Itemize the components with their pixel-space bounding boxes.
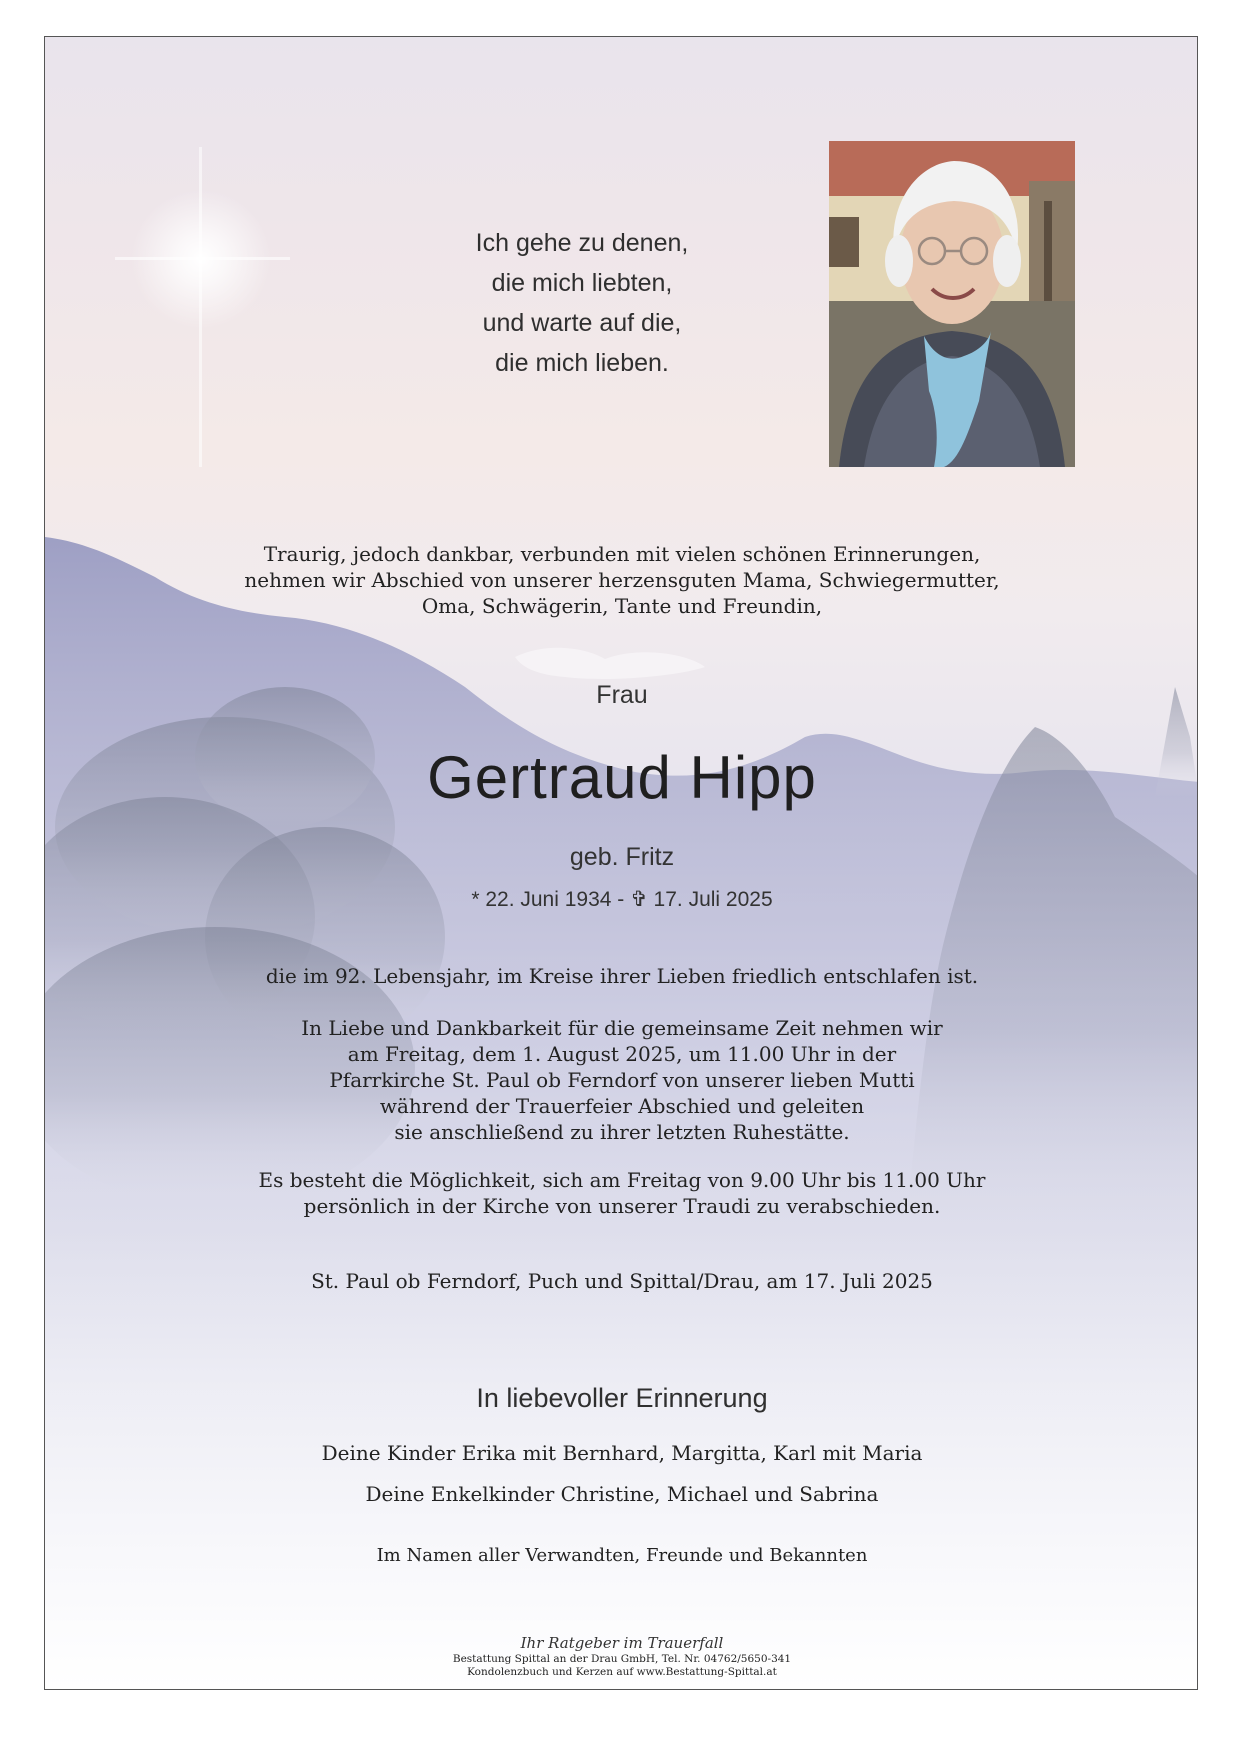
poem-line: die mich liebten, <box>491 269 673 297</box>
funeral-line: sie anschließend zu ihrer letzten Ruhestätte. <box>394 1120 850 1144</box>
poem <box>332 223 832 383</box>
poem-line: Ich gehe zu denen, <box>475 229 689 257</box>
farewell-text <box>45 1167 1198 1219</box>
salutation: Frau <box>596 681 648 709</box>
on-behalf-of: Im Namen aller Verwandten, Freunde und Bekannten <box>376 1545 868 1566</box>
funeral-line: In Liebe und Dankbarkeit für die gemeinsame Zeit nehmen wir <box>301 1016 943 1040</box>
funeral-line: während der Trauerfeier Abschied und geleiten <box>379 1094 865 1118</box>
intro-text <box>45 541 1198 619</box>
life-dates: * 22. Juni 1934 - ✞ 17. Juli 2025 <box>471 888 773 911</box>
intro-line: nehmen wir Abschied von unserer herzensguten Mama, Schwiegermutter, <box>244 568 1000 592</box>
farewell-line: persönlich in der Kirche von unserer Traudi zu verabschieden. <box>303 1194 941 1218</box>
poem-line: die mich lieben. <box>495 349 669 377</box>
footer-website: Kondolenzbuch und Kerzen auf www.Bestattung-Spittal.at <box>467 1666 777 1678</box>
sun-icon <box>115 147 290 467</box>
maiden-name: geb. Fritz <box>569 843 675 871</box>
memory-heading: In liebevoller Erinnerung <box>476 1383 768 1413</box>
funeral-line: Pfarrkirche St. Paul ob Ferndorf von unserer lieben Mutti <box>329 1068 915 1092</box>
cloud-wisp <box>515 648 705 679</box>
footer-company: Bestattung Spittal an der Drau GmbH, Tel. Nr. 04762/5650-341 <box>452 1653 792 1665</box>
intro-line: Traurig, jedoch dankbar, verbunden mit vielen schönen Erinnerungen, <box>263 542 981 566</box>
funeral-line: am Freitag, dem 1. August 2025, um 11.00 Uhr in der <box>347 1042 897 1066</box>
funeral-text <box>45 1015 1198 1145</box>
intro-line: Oma, Schwägerin, Tante und Freundin, <box>421 594 823 618</box>
obituary-card <box>44 36 1198 1690</box>
poem-line: und warte auf die, <box>482 309 682 337</box>
family-grandchildren: Deine Enkelkinder Christine, Michael und Sabrina <box>365 1482 879 1506</box>
family-children: Deine Kinder Erika mit Bernhard, Margitta, Karl mit Maria <box>321 1441 923 1465</box>
footer-slogan: Ihr Ratgeber im Trauerfall <box>520 1634 724 1652</box>
passing-text: die im 92. Lebensjahr, im Kreise ihrer Lieben friedlich entschlafen ist. <box>265 964 979 988</box>
deceased-name: Gertraud Hipp <box>427 744 817 811</box>
farewell-line: Es besteht die Möglichkeit, sich am Freitag von 9.00 Uhr bis 11.00 Uhr <box>258 1168 986 1192</box>
place-date: St. Paul ob Ferndorf, Puch und Spittal/Drau, am 17. Juli 2025 <box>311 1269 933 1293</box>
portrait-photo <box>829 141 1075 467</box>
